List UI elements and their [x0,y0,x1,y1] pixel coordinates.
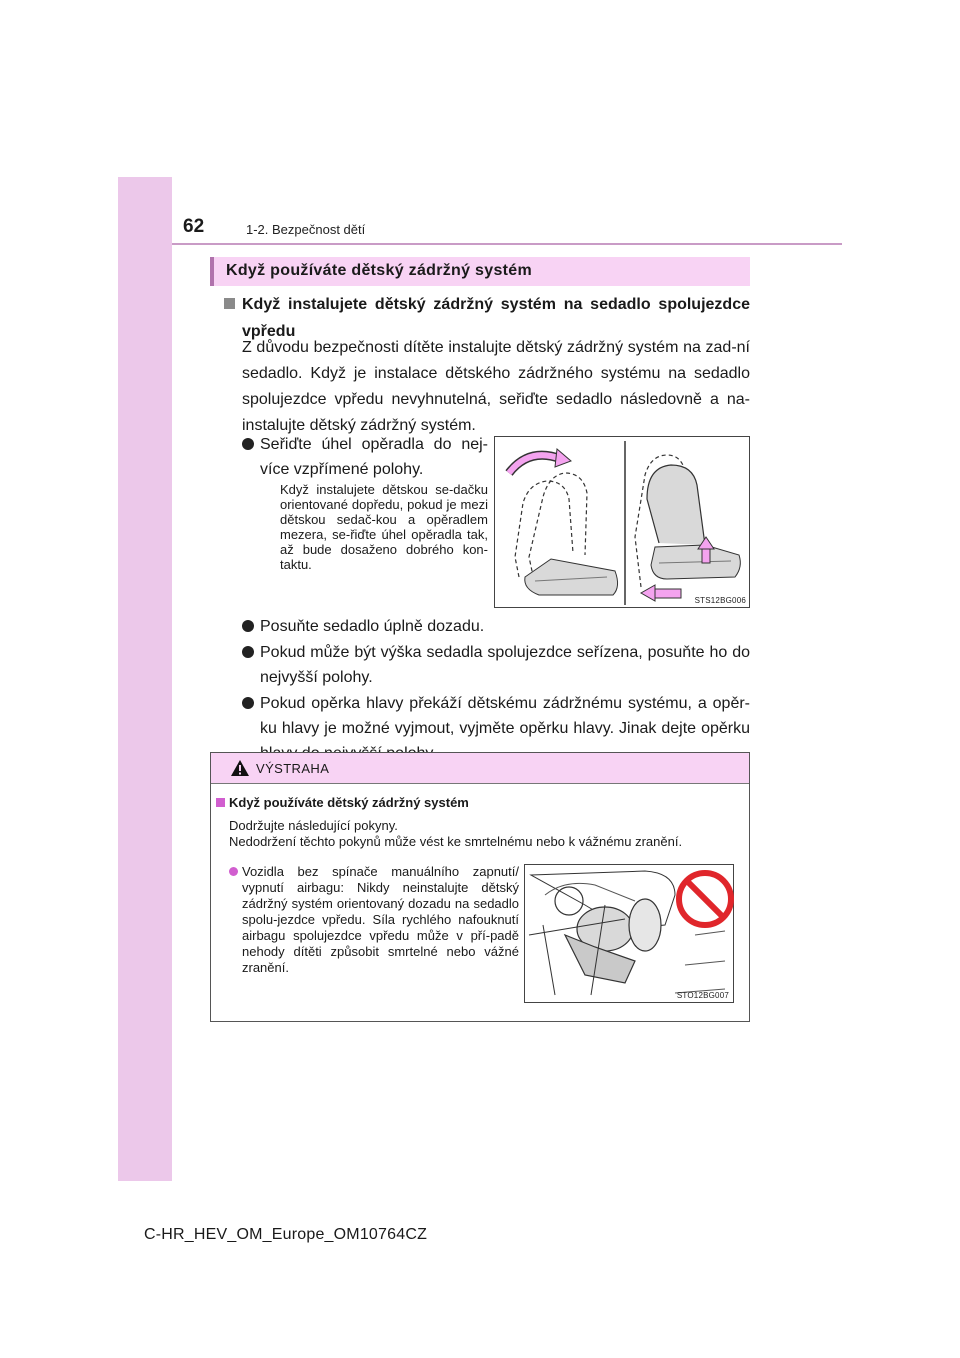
subheading-text: Když instalujete dětský zádržný systém na sedadlo spolujezdce vpředu [242,296,750,340]
airbag-warning-figure [524,864,734,1003]
page-number: 62 [183,216,205,237]
list-item-text: Pokud může být výška sedadla spolujezdce seřízena, posuňte ho do nejvyšší polohy. [260,644,750,686]
breadcrumb: 1-2. Bezpečnost dětí [246,222,366,237]
seat-adjust-figure [494,436,750,608]
warning-header [211,753,749,784]
list-item [242,640,750,690]
bullet-icon [242,697,254,709]
warning-bullet-text: Vozidla bez spínače manuálního zapnutí/ vypnutí airbagu: Nikdy neinstalujte dětský zádržný systém orientovaný dozadu na sedadlo spolu-jezdce vpředu. Síla rychlého nafouknutí airbagu spolujezdce vpředu může v pří-padě nehody dítěti způsobit smrtelné nebo vážné zranění. [242,864,519,975]
bullet-icon [229,867,238,876]
list-item-text: Seřiďte úhel opěradla do nej-více vzpřímené polohy. [260,436,488,478]
bullet-icon [242,438,254,450]
warning-label: VÝSTRAHA [256,761,330,776]
list-item [242,614,750,639]
warning-triangle-icon [230,759,250,777]
bullet-icon [242,620,254,632]
warning-bullet [229,864,519,976]
warning-line: Nedodržení těchto pokynů může vést ke smrtelnému nebo k vážnému zranění. [229,834,683,849]
warning-subheading-text: Když používáte dětský zádržný systém [229,795,469,810]
seat-adjust-illustration [495,437,751,609]
intro-paragraph: Z důvodu bezpečnosti dítěte instalujte dětský zádržný systém na zad-ní sedadlo. Když je instalace dětského zádržného systému na sedadlo spolujezdce vpředu nevyhnutelná, seřiďte sedadlo následovně a na-instalujte dětský zádržný systém. [242,339,750,434]
header-rule [172,243,842,245]
section-title: Když používáte dětský zádržný systém [226,262,533,279]
figure-code: STS12BG006 [694,596,746,605]
section-title-bar [210,257,750,286]
square-bullet-icon [224,298,235,309]
square-bullet-icon [216,798,225,807]
list-item-text: Posuňte sedadlo úplně dozadu. [260,618,485,635]
warning-line: Dodržujte následující pokyny. [229,818,398,833]
bullet-icon [242,646,254,658]
figure-code: STO12BG007 [676,991,729,1000]
document-code: C-HR_HEV_OM_Europe_OM10764CZ [144,1226,428,1243]
warning-subheading [216,795,469,810]
side-band [118,177,172,1181]
note-text: Když instalujete dětskou se-dačku orientované dopředu, pokud je mezi dětskou sedač-kou a opěradlem mezera, se-řiďte úhel opěradla tak, až bude dosaženo dobrého kon-taktu. [280,482,488,572]
list-item [242,432,488,482]
list-item-text: Pokud opěrka hlavy překáží dětskému zádržnému systému, a opěr-ku hlavy je možné vyjmout, vyjměte opěrku hlavy. Jinak dejte opěrku [260,695,750,737]
rear-facing-seat-illustration [525,865,735,1004]
